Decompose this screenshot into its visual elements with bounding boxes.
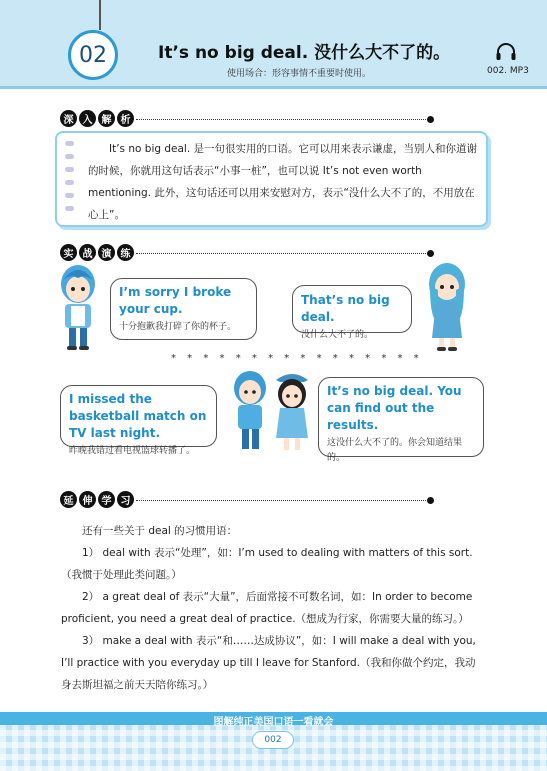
label-char: 学 bbox=[98, 491, 115, 508]
section-label-practice bbox=[60, 244, 134, 261]
label-char: 析 bbox=[117, 110, 134, 127]
dialog-english: I’m sorry I broke your cup. bbox=[119, 285, 232, 316]
section-dot-end bbox=[427, 497, 434, 504]
extension-intro: 还有一些关于 deal 的习惯用语： bbox=[82, 525, 238, 537]
page-number: 002 bbox=[252, 731, 294, 749]
label-char: 延 bbox=[60, 491, 77, 508]
lesson-title: It’s no big deal. 没什么大不了的。 bbox=[158, 43, 451, 63]
dialog-chinese: 没什么大不了的。 bbox=[301, 330, 374, 340]
dialog-chinese: 这没什么大不了的。你会知道结果的。 bbox=[327, 438, 463, 463]
section-label-extension bbox=[60, 491, 134, 508]
header-divider bbox=[0, 86, 547, 89]
label-char: 演 bbox=[98, 244, 115, 261]
section-label-analysis bbox=[60, 110, 134, 127]
dialog-chinese: 十分抱歉我打碎了你的杯子。 bbox=[119, 322, 237, 332]
section-dotted-line bbox=[136, 253, 428, 254]
extension-item: 1） deal with 表示“处理”，如：I’m used to dealing with matters of this sort.（我惯于处理此类问题。） bbox=[61, 547, 473, 581]
headphones-icon[interactable] bbox=[495, 42, 517, 62]
analysis-text: It’s no big deal. 是一句很实用的口语。它可以用来表示谦虚，当别人和你道谢的时候，你就用这句话表示“小事一桩”，也可以说 It’s not even worth mentioning. 此外，这句话还可以用来安慰对方，表示“没什么大不了的，不用放在心上”。 bbox=[88, 143, 478, 221]
dialog-english: I missed the basketball match on TV last night. bbox=[69, 392, 207, 440]
dialog-divider: * * * * * * * * * * * * * * * * bbox=[171, 353, 423, 364]
girl-illustration bbox=[424, 260, 470, 352]
dialog-english: That’s no big deal. bbox=[301, 293, 390, 324]
speech-bubble bbox=[60, 385, 217, 456]
bullet-dashes bbox=[65, 141, 75, 219]
label-char: 入 bbox=[79, 110, 96, 127]
lesson-subtitle: 使用场合：形容事情不重要时使用。 bbox=[227, 69, 372, 79]
dialog-chinese: 昨晚我错过看电视篮球转播了。 bbox=[69, 446, 196, 456]
label-char: 习 bbox=[117, 491, 134, 508]
section-dot-end bbox=[427, 116, 434, 123]
label-char: 练 bbox=[117, 244, 134, 261]
boy-illustration bbox=[55, 262, 101, 352]
label-char: 实 bbox=[60, 244, 77, 261]
label-char: 伸 bbox=[79, 491, 96, 508]
speech-bubble bbox=[292, 285, 412, 340]
label-char: 深 bbox=[60, 110, 77, 127]
section-dotted-line bbox=[136, 500, 428, 501]
extension-item: 3） make a deal with 表示“和……达成协议”，如：I will make a deal with you, I’ll practice with you everyday up till I leave for Stanford.（我和你做个约定，我动身去斯坦福之前天天陪你练习。） bbox=[61, 635, 476, 691]
extension-item: 2） a great deal of 表示“大量”，后面常接不可数名词，如：In order to become proficient, you need a great deal of practice.（想成为行家，你需要大量的练习。） bbox=[61, 591, 473, 625]
speech-bubble bbox=[110, 278, 257, 340]
label-char: 解 bbox=[98, 110, 115, 127]
book-title: 图解纯正美国口语一看就会 bbox=[213, 717, 334, 728]
section-dotted-line bbox=[136, 119, 428, 120]
couple-illustration bbox=[226, 368, 316, 454]
audio-file-label[interactable]: 002. MP3 bbox=[487, 66, 529, 76]
lesson-number: 02 bbox=[68, 30, 118, 80]
speech-bubble bbox=[318, 377, 484, 463]
dialog-english: It’s no big deal. You can find out the results. bbox=[327, 384, 462, 432]
label-char: 战 bbox=[79, 244, 96, 261]
section-dot-end bbox=[427, 250, 434, 257]
hanging-string bbox=[99, 0, 101, 30]
